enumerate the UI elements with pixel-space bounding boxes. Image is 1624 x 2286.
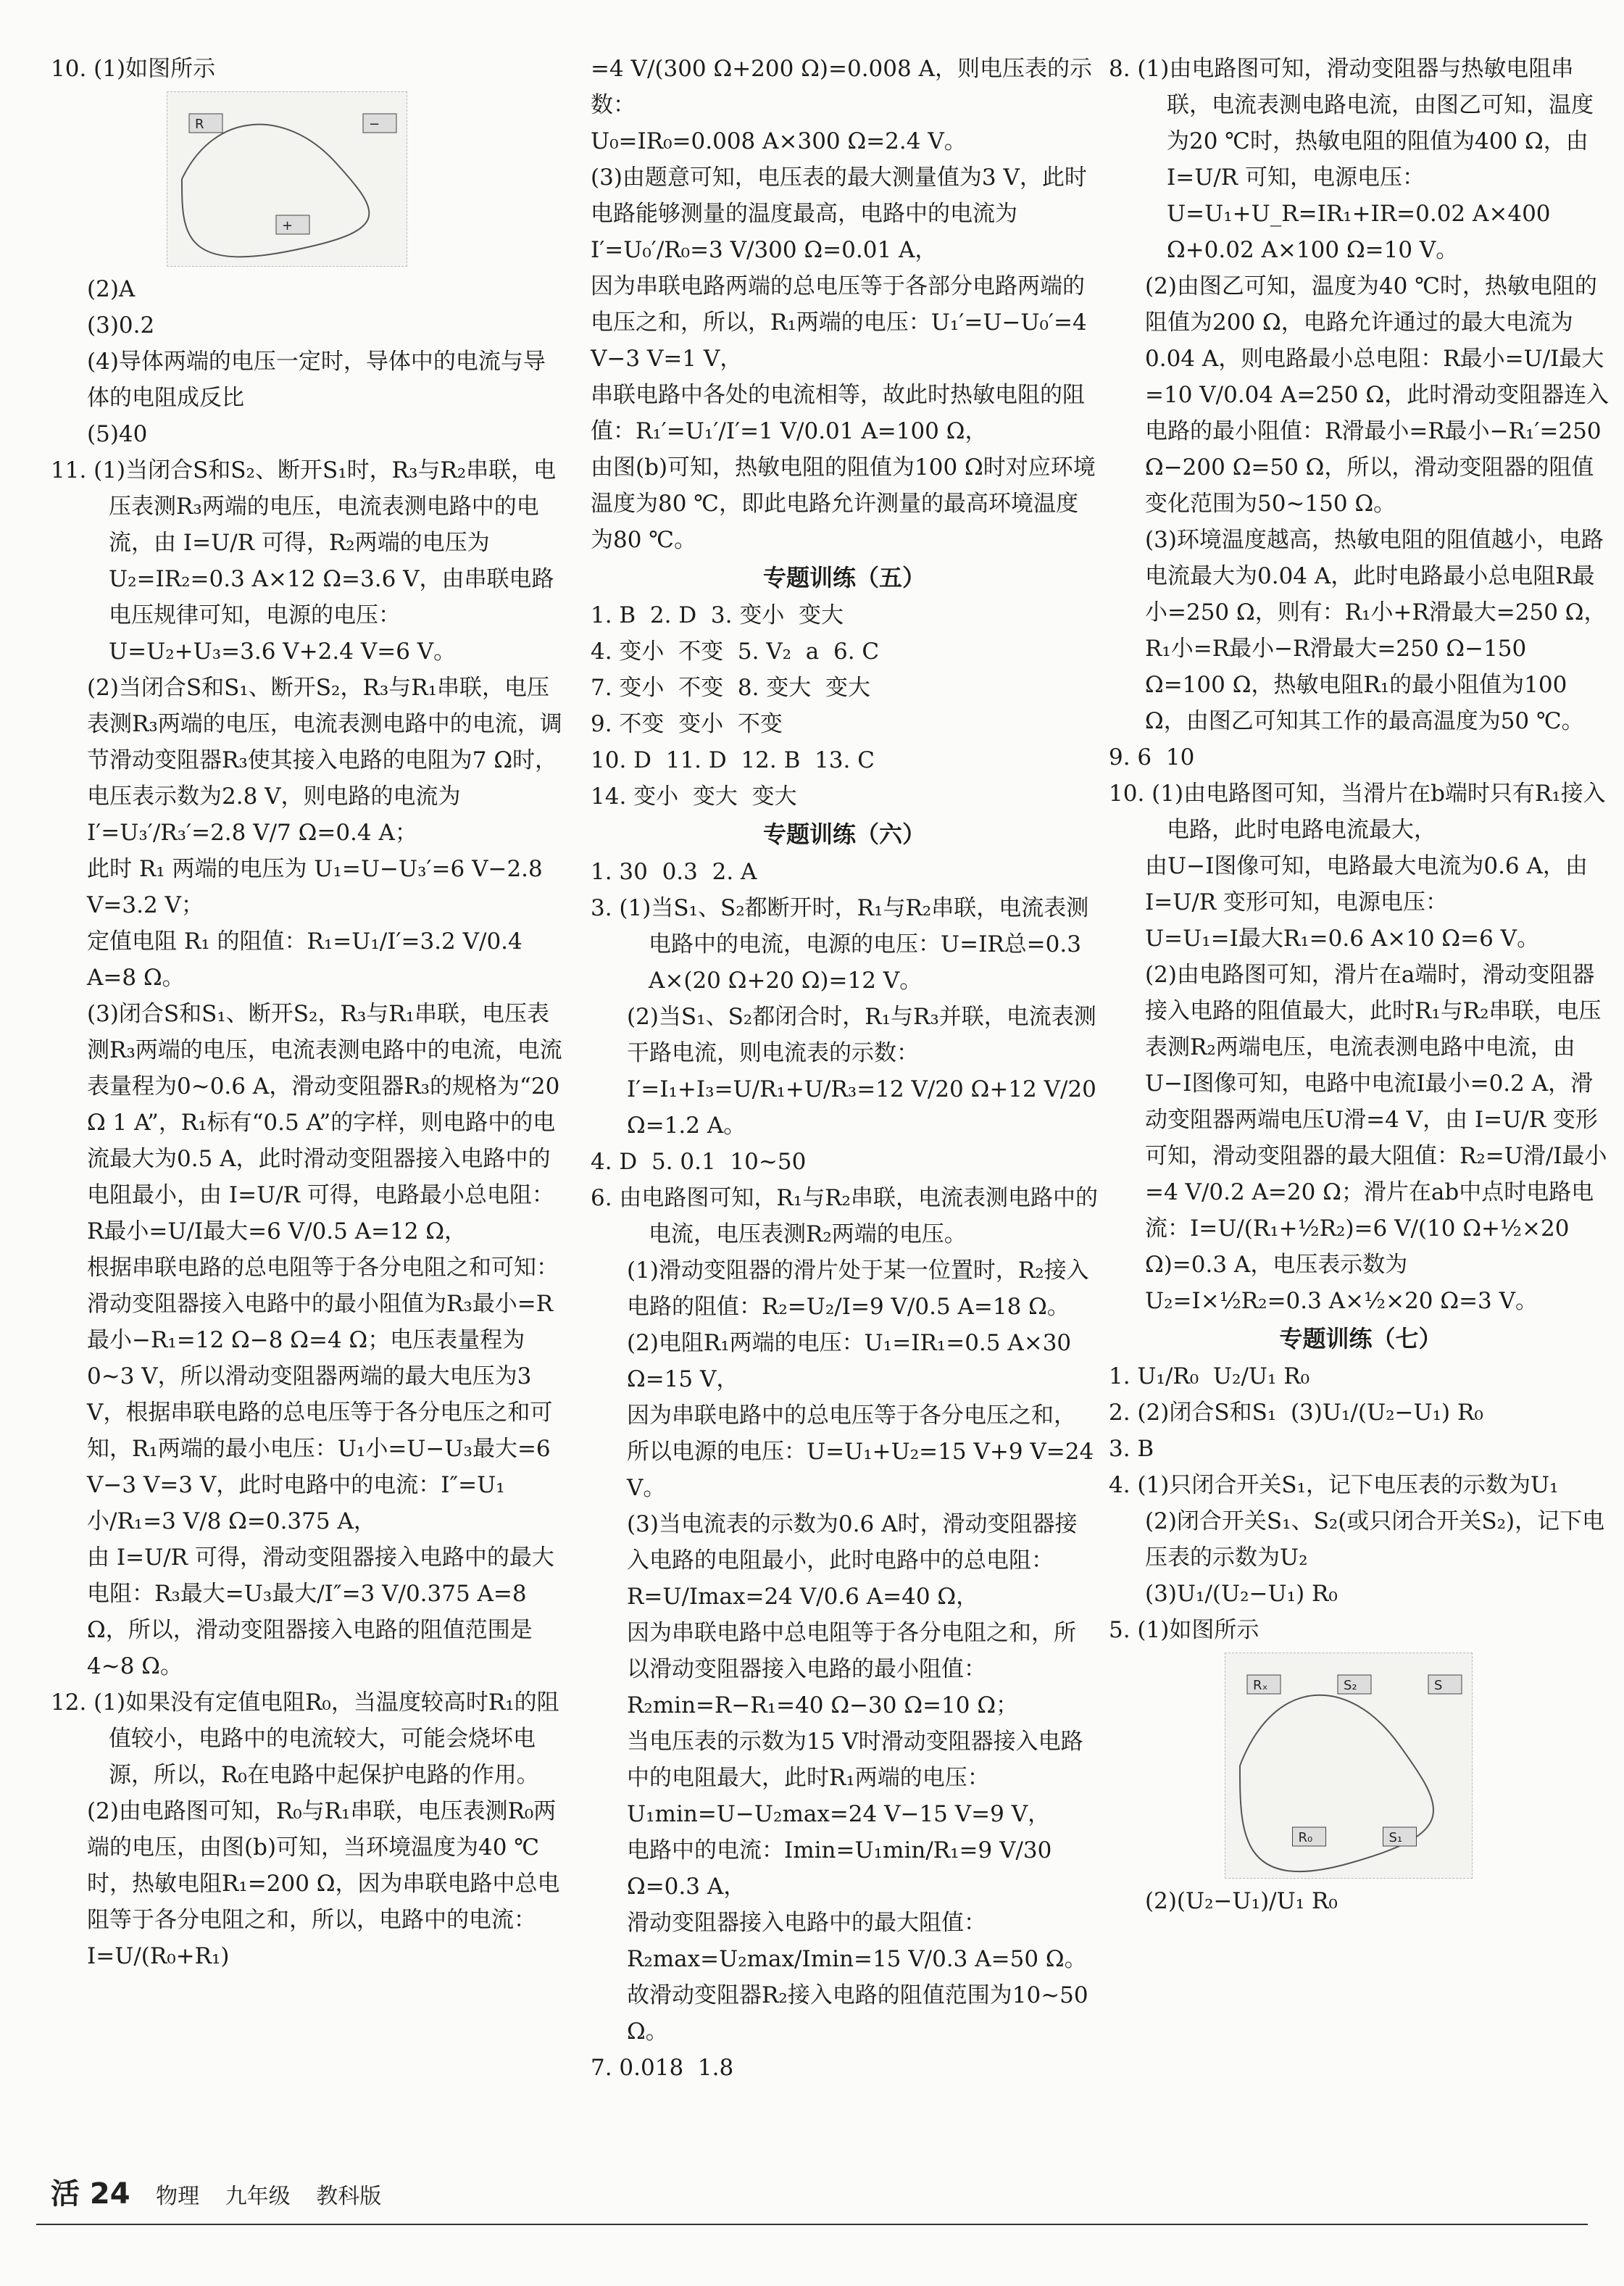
answer-line: (3)当电流表的示数为0.6 A时，滑动变阻器接入电路的电阻最小，此时电路中的总电阻：R=U/Imax=24 V/0.6 A=40 Ω，: [627, 1511, 1078, 1610]
component-label: −: [369, 117, 380, 132]
circuit-10-diagram: [167, 92, 407, 266]
circuit-10-figure: [167, 91, 407, 267]
answer-line: (3)U₁/(U₂−U₁) R₀: [1145, 1581, 1338, 1607]
answer-line: (3)0.2: [87, 312, 155, 338]
answer-line: (4)导体两端的电压一定时，导体中的电流与导体的电阻成反比: [87, 349, 546, 411]
answer-line: 4. (1)只闭合开关S₁，记下电压表的示数为U₁: [1109, 1472, 1559, 1498]
answer-line: 2. (2)闭合S和S₁ (3)U₁/(U₂−U₁) R₀: [1109, 1400, 1483, 1426]
answer-column-3: [1109, 51, 1612, 1919]
circuit-5-figure: [1225, 1653, 1473, 1879]
footer-rule: [36, 2224, 1588, 2225]
answer-line: (2)闭合开关S₁、S₂(或只闭合开关S₂)，记下电压表的示数为U₂: [1145, 1508, 1605, 1571]
answer-line: (2)(U₂−U₁)/U₁ R₀: [1145, 1888, 1338, 1914]
answer-line: (3)由题意可知，电压表的最大测量值为3 V，此时电路能够测量的温度最高，电路中的电流为 I′=U₀′/R₀=3 V/300 Ω=0.01 A，: [591, 165, 1087, 263]
component-label: R₀: [1298, 1830, 1313, 1845]
answer-line: (5)40: [87, 421, 148, 447]
component-box: [1428, 1675, 1462, 1694]
answer-line: 3. B: [1109, 1436, 1154, 1462]
section-heading: 专题训练（六）: [762, 820, 925, 848]
answer-line: 因为串联电路中总电阻等于各分电阻之和，所以滑动变阻器接入电路的最小阻值：R₂min=R−R₁=40 Ω−30 Ω=10 Ω；: [627, 1620, 1076, 1718]
component-label: R: [195, 117, 204, 132]
answer-line: (2)由电路图可知，滑片在a端时，滑动变阻器接入电路的阻值最大，此时R₁与R₂串联，电压表测R₂两端电压，电流表测电路中电流，由U−I图像可知，电路中电流I最小=0.2 A，滑动变阻器两端电压U滑=4 V，由 I=U/R 变形可知，滑动变阻器的最大阻值：R₂=U滑/I最小=4 V/0.2 A=20 Ω；滑片在ab中点时电路电流：I=U/(R₁+½R₂)=6 V/(10 Ω+½×20 Ω)=0.3 A，电压表示数为: [1145, 962, 1607, 1278]
answer-line: (2)电阻R₁两端的电压：U₁=IR₁=0.5 A×30 Ω=15 V，: [627, 1330, 1079, 1392]
answer-line: 10. D 11. D 12. B 13. C: [591, 747, 875, 773]
section-heading: 专题训练（五）: [762, 564, 925, 591]
page-number-tag: 活 24: [51, 2177, 130, 2211]
answer-line: 8. (1)由电路图可知，滑动变阻器与热敏电阻串联，电流表测电路电流，由图乙可知，温度为20 ℃时，热敏电阻的阻值为400 Ω，由 I=U/R 可知，电源电压：U=U₁+U_R=IR₁+IR=0.02 A×400 Ω+0.02 A×100 Ω=10 V。: [1109, 56, 1596, 263]
answer-line: 1. 30 0.3 2. A: [591, 859, 757, 885]
answer-line: 当电压表的示数为15 V时滑动变阻器接入电路中的电阻最大，此时R₁两端的电压：U₁min=U−U₂max=24 V−15 V=9 V，: [627, 1729, 1083, 1827]
component-label: +: [282, 218, 293, 233]
answer-line: 11. (1)当闭合S和S₂、断开S₁时，R₃与R₂串联，电压表测R₃两端的电压，电流表测电路中的电流，由 I=U/R 可得，R₂两端的电压为U₂=IR₂=0.3 A×12 Ω=3.6 V，由串联电路电压规律可知，电源的电压：U=U₂+U₃=3.6 V+2.4 V=6 V。: [51, 457, 557, 665]
page-footer: [51, 2171, 400, 2212]
component-label: S₁: [1388, 1830, 1403, 1845]
answer-line: U=U₁=I最大R₁=0.6 A×10 Ω=6 V。: [1145, 926, 1540, 952]
answer-line: 3. (1)当S₁、S₂都断开时，R₁与R₂串联，电流表测电路中的电流，电源的电压：U=IR总=0.3 A×(20 Ω+20 Ω)=12 V。: [591, 895, 1089, 994]
answer-line: 4. D 5. 0.1 10~50: [591, 1149, 807, 1175]
answer-line: 滑动变阻器接入电路中的最大阻值：R₂max=U₂max/Imin=15 V/0.3 A=50 Ω。故滑动变阻器R₂接入电路的阻值范围为10~50 Ω。: [627, 1910, 1096, 2045]
grade-label: 九年级: [225, 2184, 291, 2209]
answer-line: 12. (1)如果没有定值电阻R₀，当温度较高时R₁的阻值较小，电路中的电流较大，可能会烧坏电源，所以，R₀在电路中起保护电路的作用。: [51, 1689, 559, 1788]
answer-line: 由图(b)可知，热敏电阻的阻值为100 Ω时对应环境温度为80 ℃，即此电路允许测量的最高环境温度为80 ℃。: [591, 454, 1096, 553]
answer-line: (1)滑动变阻器的滑片处于某一位置时，R₂接入电路的阻值：R₂=U₂/I=9 V/0.5 A=18 Ω。: [627, 1258, 1089, 1320]
answer-line: (2)由图乙可知，温度为40 ℃时，热敏电阻的阻值为200 Ω，电路允许通过的最大电流为0.04 A，则电路最小总电阻：R最小=U/I最大=10 V/0.04 A=250 Ω，此时滑动变阻器连入电路的最小阻值：R滑最小=R最小−R₁′=250 Ω−200 Ω=50 Ω，所以，滑动变阻器的阻值变化范围为50~150 Ω。: [1145, 273, 1610, 517]
answer-line: 1. B 2. D 3. 变小 变大: [591, 602, 844, 628]
answer-line: 由U−I图像可知，电路最大电流为0.6 A，由 I=U/R 变形可知，电源电压：: [1145, 853, 1595, 915]
answer-column-1: [51, 51, 565, 1974]
answer-line: 电路中的电流：Imin=U₁min/R₁=9 V/30 Ω=0.3 A，: [627, 1837, 1059, 1900]
component-label: S: [1434, 1678, 1443, 1693]
answer-line: (2)当S₁、S₂都闭合时，R₁与R₃并联，电流表测干路电流，则电流表的示数：I′=I₁+I₃=U/R₁+U/R₃=12 V/20 Ω+12 V/20 Ω=1.2 A。: [627, 1004, 1104, 1139]
component-box: [189, 114, 222, 133]
answer-line: 9. 不变 变小 不变: [591, 711, 783, 737]
component-label: S₂: [1344, 1678, 1357, 1693]
section-heading: 专题训练（七）: [1279, 1325, 1442, 1352]
answer-line: 5. (1)如图所示: [1109, 1617, 1259, 1643]
answer-line: (2)由电路图可知，R₀与R₁串联，电压表测R₀两端的电压，由图(b)可知，当环境温度为40 ℃时，热敏电阻R₁=200 Ω，因为串联电路中总电阻等于各分电阻之和，所以，电路中的电流：I=U/(R₀+R₁): [87, 1798, 560, 1969]
answer-line: 4. 变小 不变 5. V₂ a 6. C: [591, 639, 880, 665]
answer-line: 9. 6 10: [1109, 744, 1195, 770]
answer-line: (3)环境温度越高，热敏电阻的阻值越小，电路电流最大为0.04 A，此时电路最小总电阻R最小=250 Ω，则有：R₁小+R滑最大=250 Ω，R₁小=R最小−R滑最大=250 Ω−150 Ω=100 Ω，热敏电阻R₁的最小阻值为100 Ω，由图乙可知其工作的最高温度为50 ℃。: [1145, 527, 1607, 734]
answer-line: 因为串联电路中的总电压等于各分电压之和，所以电源的电压：U=U₁+U₂=15 V+9 V=24 V。: [627, 1402, 1102, 1501]
answer-line: U₂=I×½R₂=0.3 A×½×20 Ω=3 V。: [1145, 1288, 1538, 1314]
answer-line: 串联电路中各处的电流相等，故此时热敏电阻的阻值：R₁′=U₁′/I′=1 V/0.01 A=100 Ω，: [591, 382, 1085, 444]
answer-line: =4 V/(300 Ω+200 Ω)=0.008 A，则电压表的示数：: [591, 56, 1092, 118]
circuit-5-diagram: [1225, 1653, 1472, 1878]
answer-line: 7. 0.018 1.8: [591, 2055, 734, 2081]
answer-line: 此时 R₁ 两端的电压为 U₁=U−U₃′=6 V−2.8 V=3.2 V；: [87, 856, 550, 918]
answer-line: 由 I=U/R 可得，滑动变阻器接入电路中的最大电阻：R₃最大=U₃最大/I″=3 V/0.375 A=8 Ω，所以，滑动变阻器接入电路的阻值范围是4~8 Ω。: [87, 1545, 554, 1679]
answer-line: 14. 变小 变大 变大: [591, 784, 797, 810]
answer-column-2: [591, 51, 1104, 2086]
answer-line: 10. (1)由电路图可知，当滑片在b端时只有R₁接入电路，此时电路电流最大，: [1109, 781, 1606, 843]
answer-line: 定值电阻 R₁ 的阻值：R₁=U₁/I′=3.2 V/0.4 A=8 Ω。: [87, 928, 530, 991]
answer-line: (3)闭合S和S₁、断开S₂，R₃与R₁串联，电压表测R₃两端的电压，电流表测电路中的电流，电流表量程为0~0.6 A，滑动变阻器R₃的规格为“20 Ω 1 A”，R₁标有“0.5 A”的字样，则电路中的电流最大为0.5 A，此时滑动变阻器接入电路中的电阻最小，由 I=U/R 可得，电路最小总电阻：R最小=U/I最大=6 V/0.5 A=12 Ω，: [87, 1001, 567, 1244]
answer-line: 根据串联电路的总电阻等于各分电阻之和可知：滑动变阻器接入电路中的最小阻值为R₃最小=R最小−R₁=12 Ω−8 Ω=4 Ω；电压表量程为0~3 V，所以滑动变阻器两端的最大电压为3 V，根据串联电路的总电压等于各分电压之和可知，R₁两端的最小电压：U₁小=U−U₃最大=6 V−3 V=3 V，此时电路中的电流：I″=U₁小/R₁=3 V/8 Ω=0.375 A，: [87, 1255, 559, 1534]
answer-line: 1. U₁/R₀ U₂/U₁ R₀: [1109, 1363, 1310, 1389]
edition-label: 教科版: [316, 2184, 382, 2209]
component-label: Rₓ: [1253, 1678, 1268, 1693]
answer-line: (2)当闭合S和S₁、断开S₂，R₃与R₁串联，电压表测R₃两端的电压，电流表测电路中的电流，调节滑动变阻器R₃使其接入电路的电阻为7 Ω时，电压表示数为2.8 V，则电路的电流为 I′=U₃′/R₃′=2.8 V/7 Ω=0.4 A；: [87, 675, 562, 846]
answer-line: 10. (1)如图所示: [51, 56, 216, 82]
answer-line: 6. 由电路图可知，R₁与R₂串联，电流表测电路中的电流，电压表测R₂两端的电压。: [591, 1185, 1098, 1247]
answer-line: (2)A: [87, 276, 136, 302]
subject-label: 物理: [156, 2184, 200, 2209]
answer-line: U₀=IR₀=0.008 A×300 Ω=2.4 V。: [591, 128, 967, 154]
answer-line: 因为串联电路两端的总电压等于各部分电路两端的电压之和，所以，R₁两端的电压：U₁′=U−U₀′=4 V−3 V=1 V，: [591, 273, 1094, 372]
answer-line: 7. 变小 不变 8. 变大 变大: [591, 675, 870, 701]
wire-path: [182, 125, 369, 257]
